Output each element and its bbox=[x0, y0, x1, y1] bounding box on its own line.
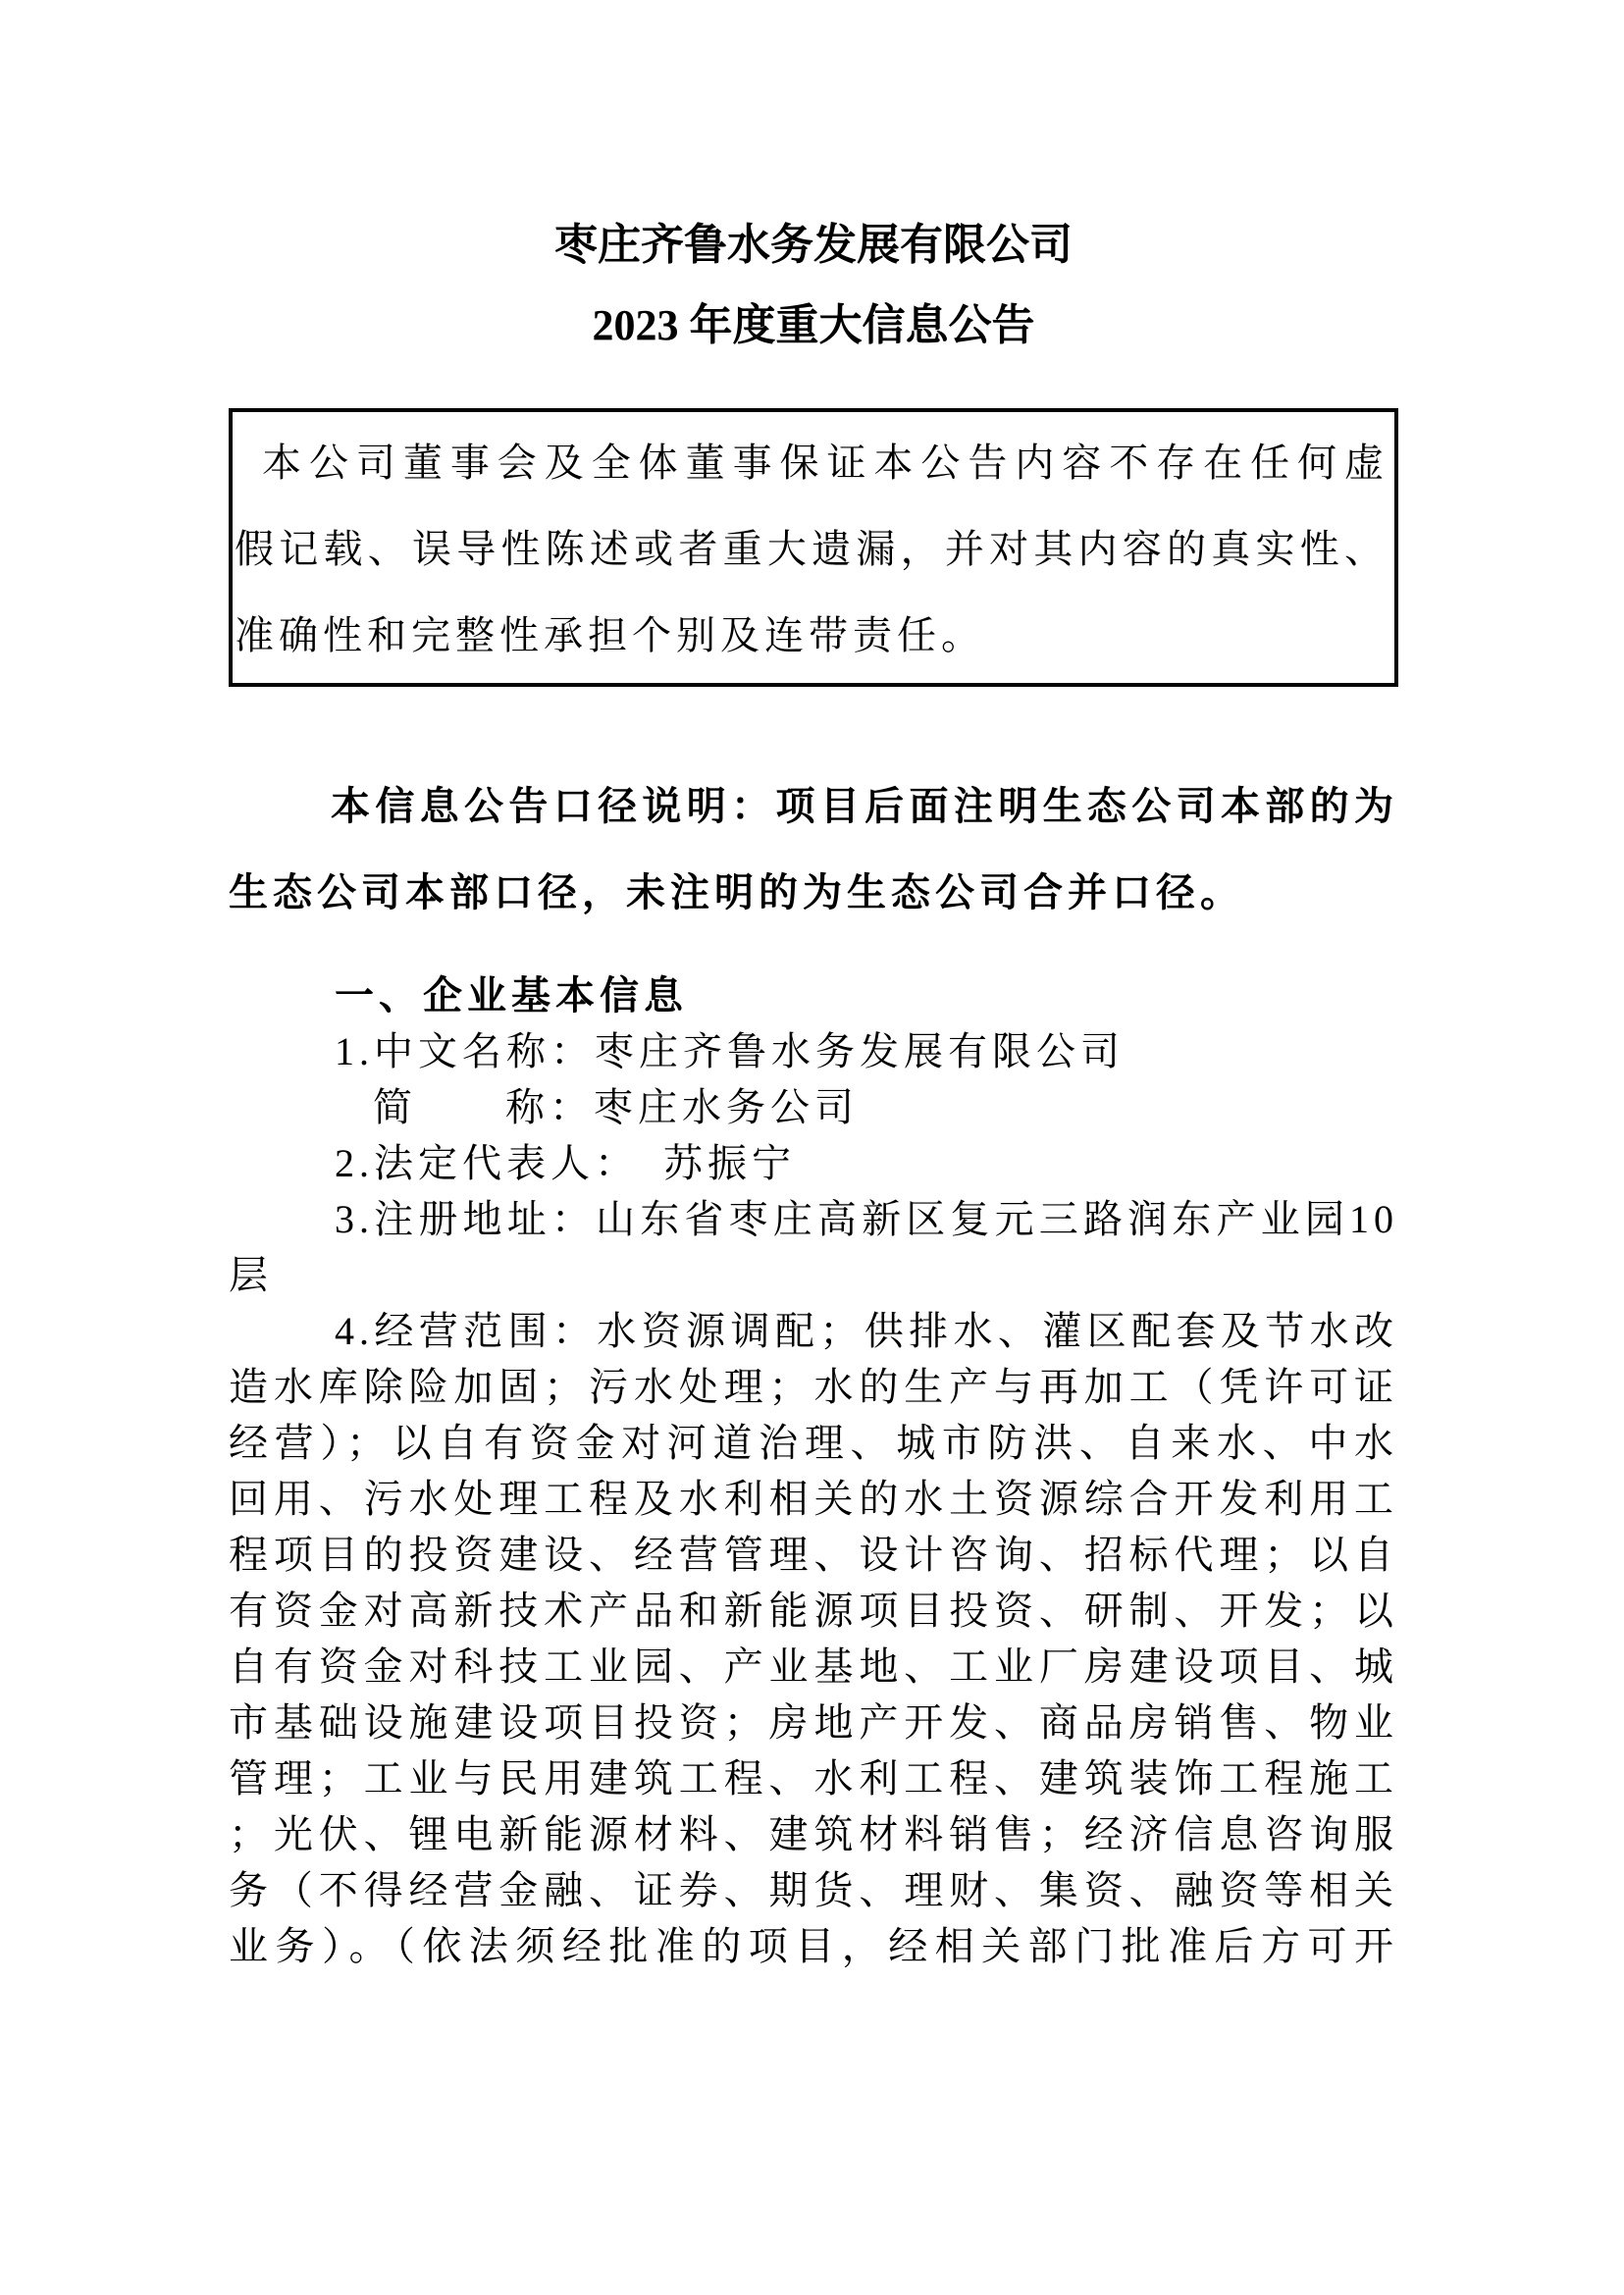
item-registered-address bbox=[229, 1191, 1398, 1303]
text-line: 2.法定代表人： 苏振宁 bbox=[335, 1141, 796, 1185]
text-line: 本公司董事会及全体董事保证本公告内容不存在任何虚 bbox=[262, 441, 1388, 485]
section-1-heading: 一、企业基本信息 bbox=[335, 973, 688, 1017]
disclaimer-paragraph bbox=[235, 420, 1388, 679]
text-line: 层 bbox=[229, 1253, 273, 1297]
text-line: 市基础设施建设项目投资；房地产开发、商品房销售、物业 bbox=[229, 1700, 1398, 1745]
text-line: 假记载、误导性陈述或者重大遗漏，并对其内容的真实性、 bbox=[235, 527, 1388, 571]
text-line: 4.经营范围：水资源调配；供排水、灌区配套及节水改 bbox=[335, 1309, 1398, 1353]
text-line: 3.注册地址：山东省枣庄高新区复元三路润东产业园10 bbox=[335, 1197, 1398, 1241]
text-line: 经营）；以自有资金对河道治理、城市防洪、自来水、中水 bbox=[229, 1421, 1398, 1465]
page-subtitle: 2023 年度重大信息公告 bbox=[592, 301, 1035, 349]
text-line: 务（不得经营金融、证券、期货、理财、集资、融资等相关 bbox=[229, 1868, 1398, 1912]
disclaimer-box bbox=[229, 408, 1398, 687]
item-chinese-name bbox=[229, 1023, 1398, 1079]
text-line: 自有资金对科技工业园、产业基地、工业厂房建设项目、城 bbox=[229, 1644, 1398, 1689]
text-line: 1.中文名称：枣庄齐鲁水务发展有限公司 bbox=[335, 1029, 1125, 1073]
page-title: 枣庄齐鲁水务发展有限公司 bbox=[554, 221, 1073, 269]
item-legal-representative bbox=[229, 1135, 1398, 1191]
text-line: 本信息公告口径说明：项目后面注明生态公司本部的为 bbox=[331, 784, 1398, 828]
text-line: 造水库除险加固；污水处理；水的生产与再加工（凭许可证 bbox=[229, 1365, 1398, 1409]
text-line: 管理；工业与民用建筑工程、水利工程、建筑装饰工程施工 bbox=[229, 1756, 1398, 1800]
item-short-name bbox=[229, 1079, 1398, 1135]
text-line: 生态公司本部口径，未注明的为生态公司合并口径。 bbox=[229, 870, 1244, 914]
item-business-scope bbox=[229, 1303, 1398, 1974]
text-line: 简 称：枣庄水务公司 bbox=[373, 1085, 859, 1129]
text-line: 有资金对高新技术产品和新能源项目投资、研制、开发；以 bbox=[229, 1589, 1398, 1633]
caliber-note-paragraph bbox=[229, 763, 1398, 936]
text-line: 程项目的投资建设、经营管理、设计咨询、招标代理；以自 bbox=[229, 1533, 1398, 1577]
text-line: 回用、污水处理工程及水利相关的水土资源综合开发利用工 bbox=[229, 1477, 1398, 1521]
text-line: ；光伏、锂电新能源材料、建筑材料销售；经济信息咨询服 bbox=[229, 1812, 1398, 1856]
text-line: 准确性和完整性承担个别及连带责任。 bbox=[235, 613, 985, 657]
text-line: 业务）。（依法须经批准的项目，经相关部门批准后方可开 bbox=[229, 1924, 1398, 1968]
